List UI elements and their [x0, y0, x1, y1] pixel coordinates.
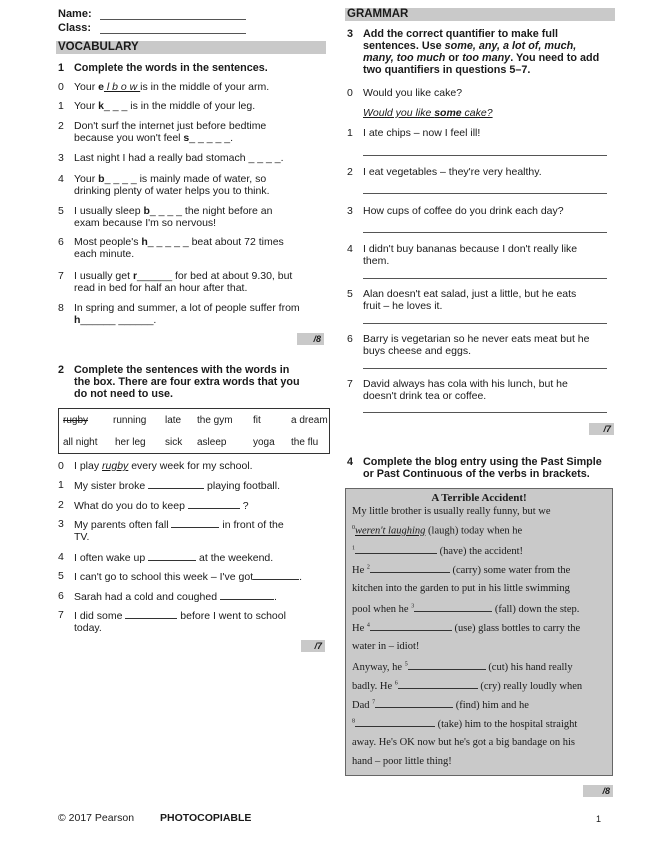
ex1-item-8[interactable]: In spring and summer, a lot of people suffer from h______ ______. — [74, 302, 300, 326]
ex2-item-number: 3 — [58, 518, 64, 530]
ex3-item-3: How cups of coffee do you drink each day? — [363, 205, 564, 217]
ex1-item-6[interactable]: Most people's h_ _ _ _ _ beat about 72 times each minute. — [74, 236, 284, 260]
ex3-item-number: 7 — [347, 378, 353, 390]
ex3-item-number: 3 — [347, 205, 353, 217]
ex1-item-number: 5 — [58, 205, 64, 217]
ex1-item-number: 0 — [58, 81, 64, 93]
ex3-instruction: Add the correct quantifier to make full sentences. Use some, any, a lot of, much, many, too much or too many. You need to add two quantifiers in questions 5–7. — [363, 28, 600, 76]
word-box-item: sick — [165, 437, 183, 448]
word-box-item: a dream — [291, 415, 328, 426]
ex2-item-number: 1 — [58, 479, 64, 491]
ex1-item-3[interactable]: Last night I had a really bad stomach _ _ _ _. — [74, 152, 284, 164]
ex1-item-0: Your e l b o w is in the middle of your arm. — [74, 81, 270, 93]
blog-line[interactable]: He $^2$ (carry) some water from the — [352, 564, 571, 576]
ex3-item-number: 4 — [347, 243, 353, 255]
grammar-heading: GRAMMAR — [345, 8, 615, 21]
ex3-item-number: 1 — [347, 127, 353, 139]
ex3-item-number: 2 — [347, 166, 353, 178]
word-box-item: asleep — [197, 437, 227, 448]
page-number: 1 — [596, 814, 602, 824]
ex2-item-2[interactable]: What do you do to keep ? — [74, 500, 249, 512]
class-field[interactable] — [100, 33, 246, 34]
word-box-item: rugby — [63, 415, 89, 426]
blog-line: kitchen into the garden to put in his little swimming — [352, 583, 570, 594]
ex4-score: /8 — [583, 785, 613, 797]
word-box-item: running — [113, 415, 147, 426]
blog-line: away. He's OK now but he's got a big bandage on his — [352, 737, 575, 748]
ex1-item-number: 2 — [58, 120, 64, 132]
blog-line: $^0$weren't laughing (laugh) today when he — [352, 525, 523, 537]
copyright: © 2017 Pearson — [58, 812, 135, 824]
word-box-item: late — [165, 415, 182, 426]
ex1-item-number: 4 — [58, 173, 64, 185]
ex3-example-answer: Would you like some cake? — [363, 107, 493, 119]
ex4-number: 4 — [347, 456, 354, 468]
ex3-number: 3 — [347, 28, 354, 40]
ex1-instruction: Complete the words in the sentences. — [74, 62, 268, 74]
ex1-item-2[interactable]: Don't surf the internet just before bedtime because you won't feel s_ _ _ _ _. — [74, 120, 267, 144]
ex3-item-4: I didn't buy bananas because I don't really like them. — [363, 243, 578, 267]
word-box-item: her leg — [115, 437, 146, 448]
ex1-item-5[interactable]: I usually sleep b_ _ _ _ the night before an exam because I'm so nervous! — [74, 205, 273, 229]
ex3-example-question: Would you like cake? — [363, 87, 463, 99]
ex3-answer-line-5[interactable] — [363, 323, 607, 324]
blog-title: A Terrible Accident! — [431, 492, 527, 504]
ex3-answer-line-1[interactable] — [363, 155, 607, 156]
word-box-item: the gym — [197, 415, 233, 426]
ex3-item-number: 5 — [347, 288, 353, 300]
blog-line: water in – idiot! — [352, 641, 420, 652]
ex2-item-number: 0 — [58, 460, 64, 472]
ex3-score: /7 — [589, 423, 614, 435]
blog-line[interactable]: Dad $^7$ (find) him and he — [352, 699, 529, 711]
name-field[interactable] — [100, 19, 246, 20]
ex1-item-7[interactable]: I usually get r______ for bed at about 9.30, but read in bed for half an hour after that. — [74, 270, 293, 294]
ex1-item-1[interactable]: Your k_ _ _ is in the middle of your leg. — [74, 100, 256, 112]
word-box-item: all night — [63, 437, 98, 448]
ex3-answer-line-3[interactable] — [363, 232, 607, 233]
ex1-item-number: 8 — [58, 302, 64, 314]
ex3-answer-line-2[interactable] — [363, 193, 607, 194]
ex1-item-number: 7 — [58, 270, 64, 282]
word-box-item: the flu — [291, 437, 319, 448]
ex3-item-2: I eat vegetables – they're very healthy. — [363, 166, 542, 178]
name-label: Name: — [58, 8, 92, 20]
blog-line[interactable]: $^8$ (take) him to the hospital straight — [352, 718, 578, 730]
ex2-score: /7 — [301, 640, 325, 652]
ex1-item-number: 1 — [58, 100, 64, 112]
blog-line[interactable]: badly. He $^6$ (cry) really loudly when — [352, 680, 583, 692]
ex4-instruction: Complete the blog entry using the Past Simple or Past Continuous of the verbs in brackets. — [363, 456, 602, 480]
ex3-item-number: 6 — [347, 333, 353, 345]
blog-entry — [345, 488, 613, 776]
ex2-item-5[interactable]: I can't go to school this week – I've got . — [74, 571, 303, 583]
ex2-item-3[interactable]: My parents often fall in front of the TV. — [74, 519, 284, 543]
blog-line[interactable]: pool when he $^3$ (fall) down the step. — [352, 603, 580, 615]
ex3-item-5: Alan doesn't eat salad, just a little, but he eats fruit – he loves it. — [363, 288, 577, 312]
ex3-item-6: Barry is vegetarian so he never eats meat but he buys cheese and eggs. — [363, 333, 590, 357]
word-box — [58, 408, 330, 454]
ex2-item-number: 7 — [58, 609, 64, 621]
ex2-item-6[interactable]: Sarah had a cold and coughed . — [74, 591, 277, 603]
ex2-instruction: Complete the sentences with the words in the box. There are four extra words that you do not need to use. — [74, 364, 300, 400]
ex1-item-number: 6 — [58, 236, 64, 248]
ex3-item-7: David always has cola with his lunch, but he doesn't drink tea or coffee. — [363, 378, 568, 402]
ex2-item-number: 4 — [58, 551, 64, 563]
class-label: Class: — [58, 22, 92, 34]
blog-line[interactable]: He $^4$ (use) glass bottles to carry the — [352, 622, 581, 634]
ex3-answer-line-6[interactable] — [363, 368, 607, 369]
ex3-answer-line-4[interactable] — [363, 278, 607, 279]
photocopiable-label: PHOTOCOPIABLE — [160, 812, 252, 824]
ex2-item-number: 2 — [58, 499, 64, 511]
blog-line: hand – poor little thing! — [352, 756, 452, 767]
word-box-item: fit — [253, 415, 261, 426]
blog-line[interactable]: Anyway, he $^5$ (cut) his hand really — [352, 661, 573, 673]
ex1-number: 1 — [58, 62, 65, 74]
ex3-answer-line-7[interactable] — [363, 412, 607, 413]
word-box-item: yoga — [253, 437, 275, 448]
blog-line[interactable]: $^1$ (have) the accident! — [352, 545, 523, 557]
blog-line: My little brother is usually really funny, but we — [352, 506, 551, 517]
vocabulary-heading: VOCABULARY — [56, 41, 326, 54]
ex1-item-number: 3 — [58, 152, 64, 164]
ex2-item-7[interactable]: I did some before I went to school today. — [74, 610, 286, 634]
ex3-item-number: 0 — [347, 87, 353, 99]
ex3-item-1: I ate chips – now I feel ill! — [363, 127, 481, 139]
ex2-number: 2 — [58, 364, 65, 376]
ex1-item-4[interactable]: Your b_ _ _ _ is mainly made of water, so drinking plenty of water helps you to think. — [74, 173, 270, 197]
ex2-item-number: 5 — [58, 570, 64, 582]
ex1-score: /8 — [297, 333, 324, 345]
ex2-item-number: 6 — [58, 590, 64, 602]
ex2-item-1[interactable]: My sister broke playing football. — [74, 480, 280, 492]
ex2-item-0: I play rugby every week for my school. — [74, 460, 253, 472]
ex2-item-4[interactable]: I often wake up at the weekend. — [74, 552, 274, 564]
